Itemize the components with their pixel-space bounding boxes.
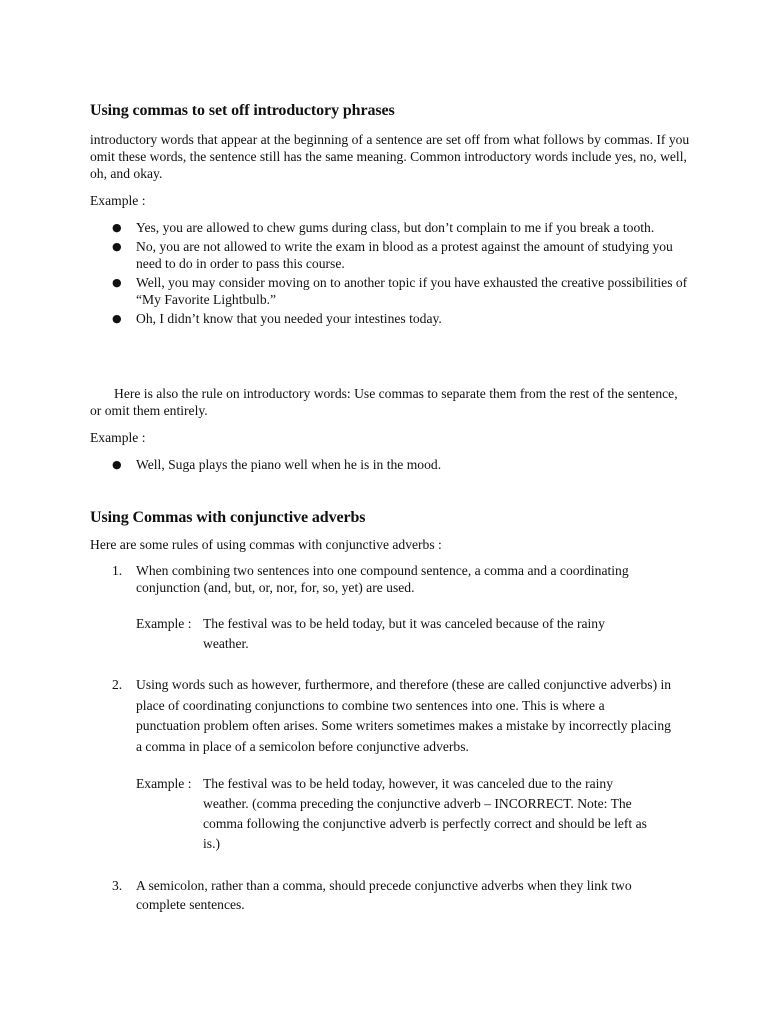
example-text: [203, 614, 656, 654]
bullet-icon: ●: [112, 240, 122, 253]
example-text-rest: weather.: [203, 636, 249, 651]
example-text-first: The festival was to be held today, however, it was canceled due to the rainy: [203, 776, 614, 791]
bullet-icon: ●: [112, 312, 122, 325]
rule-text: A semicolon, rather than a comma, should precede conjunctive adverbs when they link two complete sentences.: [136, 878, 632, 912]
bullet-icon: ●: [112, 276, 122, 289]
list-item: [112, 238, 692, 272]
rule-number: 3.: [112, 878, 123, 893]
example-text-first: The festival was to be held today, but it was canceled because of the rainy: [203, 616, 605, 631]
bullet-icon: ●: [112, 458, 122, 471]
rule-1-example: [136, 614, 656, 654]
section-heading-introductory-phrases: Using commas to set off introductory phrases: [90, 102, 395, 119]
section-heading-conjunctive-adverbs: Using Commas with conjunctive adverbs: [90, 509, 366, 526]
list-item-text: Well, you may consider moving on to another topic if you have exhausted the creative possibilities of “My Favorite Lightbulb.”: [136, 275, 688, 307]
example-label: Example :: [90, 193, 146, 208]
example-bullet-list-2: [112, 456, 692, 475]
intro-paragraph: introductory words that appear at the beginning of a sentence are set off from what follows by commas. If you omit these words, the sentence still has the same meaning. Common introductory words include yes, no, well, oh, and okay.: [90, 132, 690, 181]
example-bullet-list: [112, 219, 692, 329]
example-label: Example :: [136, 616, 192, 631]
example-label-2: Example :: [90, 430, 146, 445]
list-item-text: Oh, I didn’t know that you needed your intestines today.: [136, 311, 442, 326]
list-item: [112, 456, 692, 473]
list-item-text: No, you are not allowed to write the exam in blood as a protest against the amount of studying you need to do in order to pass this course.: [136, 239, 673, 271]
numbered-rule-3: [112, 876, 672, 914]
list-item: [112, 310, 692, 327]
bullet-icon: ●: [112, 221, 122, 234]
numbered-rule-1: [112, 562, 672, 596]
list-item-text: Well, Suga plays the piano well when he is in the mood.: [136, 457, 442, 472]
rule-number: 1.: [112, 563, 123, 578]
rule-paragraph: Here is also the rule on introductory words: Use commas to separate them from the rest of the sentence, or omit them entirely.: [90, 386, 678, 418]
rule-number: 2.: [112, 677, 123, 692]
example-text: [203, 774, 656, 854]
example-label: Example :: [136, 776, 192, 791]
rule-text: When combining two sentences into one compound sentence, a comma and a coordinating conjunction (and, but, or, nor, for, so, yet) are used.: [136, 563, 629, 595]
rule-text: Using words such as however, furthermore, and therefore (these are called conjunctive adverbs) in place of coordinating conjunctions to combine two sentences into one. This is where a punctuation problem often arises. Some writers sometimes makes a mistake by incorrectly placing a comma in place of a semicolon before conjunctive adverbs.: [136, 677, 672, 754]
list-item: [112, 274, 692, 308]
rule-2-example: [136, 774, 656, 854]
list-item: [112, 219, 692, 236]
list-item-text: Yes, you are allowed to chew gums during class, but don’t complain to me if you break a tooth.: [136, 220, 655, 235]
rules-intro: Here are some rules of using commas with conjunctive adverbs :: [90, 537, 442, 552]
numbered-rule-2: [112, 675, 672, 757]
example-text-rest: weather. (comma preceding the conjunctive adverb – INCORRECT. Note: The comma following the conjunctive adverb is perfectly correct and should be left as is.): [203, 796, 647, 851]
